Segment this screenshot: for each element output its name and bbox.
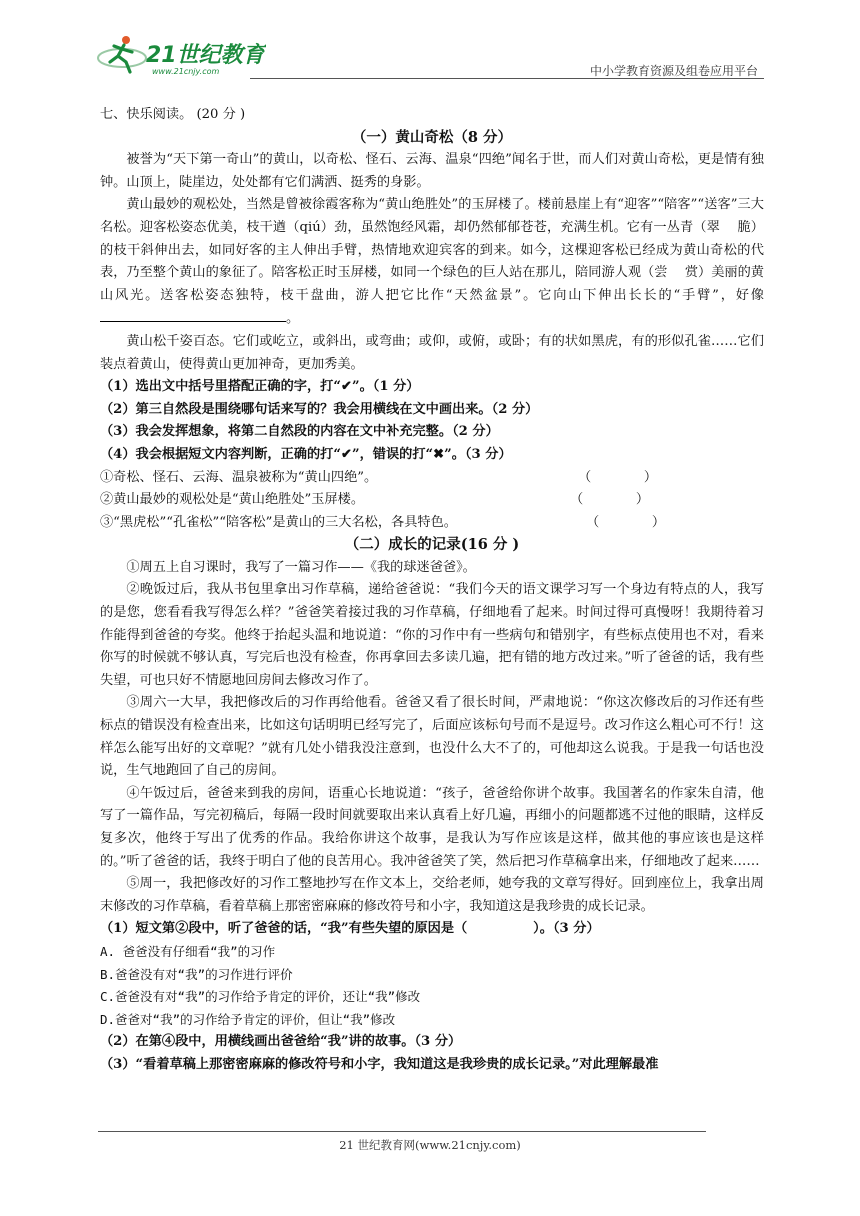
fill-in-blank[interactable]: [100, 307, 286, 322]
part1-paragraph-2-end: 。: [286, 311, 300, 327]
runner-icon: [98, 36, 146, 72]
answer-parenthesis[interactable]: （ ）: [586, 514, 666, 530]
option-c[interactable]: C.爸爸没有对“我”的习作给予肯定的评价，还让“我”修改: [100, 989, 421, 1005]
logo-url: www.21cnjy.com: [152, 67, 220, 76]
part2-question-3: （3）“看着草稿上那密密麻麻的修改符号和小字，我知道这是我珍贵的成长记录。”对此理解最准: [100, 1056, 659, 1072]
page-header: [96, 32, 764, 80]
part2-paragraph-5: ⑤周一，我把修改好的习作工整地抄写在作文本上，交给老师，她夸我的文章写得好。回到座位上，我拿出周末修改的习作草稿，看着草稿上那密密麻麻的修改符号和小字，我知道这是我珍贵的成长记录。: [100, 876, 764, 914]
part1-question-2: （2）第三自然段是围绕哪句话来写的？我会用横线在文中画出来。（2 分）: [100, 401, 539, 417]
judge-item-1-text: ①奇松、怪石、云海、温泉被称为“黄山四绝”。: [100, 469, 378, 485]
part1-question-3: （3）我会发挥想象，将第二自然段的内容在文中补充完整。（2 分）: [100, 424, 499, 440]
platform-name: 中小学教育资源及组卷应用平台: [589, 64, 758, 78]
part1-title: （一）黄山奇松（8 分）: [351, 128, 513, 146]
part1-paragraph-2: [100, 194, 764, 331]
document-body: [100, 104, 764, 1077]
header-divider: [250, 78, 764, 79]
part1-paragraph-3: 黄山松千姿百态。它们或屹立，或斜出，或弯曲；或仰，或俯，或卧；有的状如黑虎，有的形似孔雀……它们装点着黄山，使得黄山更加神奇，更加秀美。: [100, 333, 764, 372]
judge-item-3: [100, 512, 764, 535]
part1-question-1: （1）选出文中括号里搭配正确的字，打“✔”。（1 分）: [100, 379, 420, 395]
answer-parenthesis[interactable]: （ ）: [578, 469, 658, 485]
part1-question-4: （4）我会根据短文内容判断，正确的打“✔”，错误的打“✖”。（3 分）: [100, 446, 512, 462]
logo-title: 21世纪教育: [146, 43, 265, 68]
part2-paragraph-2: ②晚饭过后，我从书包里拿出习作草稿，递给爸爸说：“我们今天的语文课学习写一个身边有特点的人，我写的是您，您看看我写得怎么样？”爸爸笑着接过我的习作草稿，仔细地看了起来。时间过得可真慢呀！我期待着习作能得到爸爸的夸奖。他终于抬起头温和地说道：“你的习作中有一些病句和错别字，有些标点使用也不对，看来你写的时候就不够认真，写完后也没有检查，你再拿回去多读几遍，把有错的地方改过来。”听了爸爸的话，我有些失望，可也只好不情愿地回房间去修改习作了。: [100, 582, 764, 688]
option-b[interactable]: B.爸爸没有对“我”的习作进行评价: [100, 966, 293, 982]
logo: [96, 32, 266, 78]
judge-item-1: [100, 467, 764, 490]
part1-paragraph-2-text: 黄山最妙的观松处，当然是曾被徐霞客称为“黄山绝胜处”的玉屏楼了。楼前悬崖上有“迎客”“陪客”“送客”三大名松。迎客松姿态优美，枝干遒（qiú）劲，虽然饱经风霜，却仍然郁郁苍苍，充满生机。它有一丛青（翠 脆）的枝干斜伸出去，如同好客的主人伸出手臂，热情地欢迎宾客的到来。如今，这棵迎客松已经成为黄山奇松的代表，乃至整个黄山的象征了。陪客松正时玉屏楼，如同一个绿色的巨人站在那儿，陪同游人观（尝 赏）美丽的黄山风光。送客松姿态独特，枝干盘曲，游人把它比作“天然盆景”。它向山下伸出长长的“手臂”，好像: [100, 197, 764, 303]
part2-paragraph-4: ④午饭过后，爸爸来到我的房间，语重心长地说道：“孩子，爸爸给你讲个故事。我国著名的作家朱自清，他写了一篇作品，写完初稿后，每隔一段时间就要取出来认真看上好几遍，再细小的问题都逃不过他的眼睛，这样反复多次，他终于写出了优秀的作品。我给你讲这个故事，是我认为写作应该是这样，做其他的事应该也是这样的。”听了爸爸的话，我终于明白了他的良苦用心。我冲爸爸笑了笑，然后把习作草稿拿出来，仔细地改了起来……: [100, 785, 764, 869]
section-title: 七、快乐阅读。 (20 分 ): [100, 107, 246, 122]
part2-question-1: （1）短文第②段中，听了爸爸的话，“我”有些失望的原因是（ ）。（3 分）: [100, 921, 600, 937]
part2-paragraph-1: ①周五上自习课时，我写了一篇习作——《我的球迷爸爸》。: [126, 559, 476, 575]
judge-item-2-text: ②黄山最妙的观松处是“黄山绝胜处”玉屏楼。: [100, 492, 365, 508]
part2-paragraph-3: ③周六一大早，我把修改后的习作再给他看。爸爸又看了很长时间，严肃地说：“你这次修改后的习作还有些标点的错误没有检查出来，比如这句话明明已经写完了，后面应该标句号而不是逗号。改习作这么粗心可不行！这样怎么能写出好的文章呢？”就有几处小错我没注意到，也没什么大不了的，可他却这么说我。于是我一句话也没说，生气地跑回了自己的房间。: [100, 695, 764, 779]
judge-item-3-text: ③“黑虎松”“孔雀松”“陪客松”是黄山的三大名松，各具特色。: [100, 514, 457, 530]
option-d[interactable]: D.爸爸对“我”的习作给予肯定的评价，但让“我”修改: [100, 1011, 396, 1027]
part2-title: （二）成长的记录(16 分 ): [344, 536, 520, 554]
footer-divider: [98, 1131, 706, 1132]
part1-paragraph-1: 被誉为“天下第一奇山”的黄山，以奇松、怪石、云海、温泉“四绝”闻名于世，而人们对黄山奇松，更是情有独钟。山顶上，陡崖边，处处都有它们满洒、挺秀的身影。: [100, 152, 764, 190]
answer-parenthesis[interactable]: （ ）: [570, 492, 650, 508]
part2-question-2: （2）在第④段中，用横线画出爸爸给“我”讲的故事。（3 分）: [100, 1034, 462, 1050]
option-a[interactable]: A. 爸爸没有仔细看“我”的习作: [100, 943, 276, 959]
page-footer: 21 世纪教育网(www.21cnjy.com): [339, 1138, 521, 1152]
judge-item-2: [100, 489, 764, 512]
